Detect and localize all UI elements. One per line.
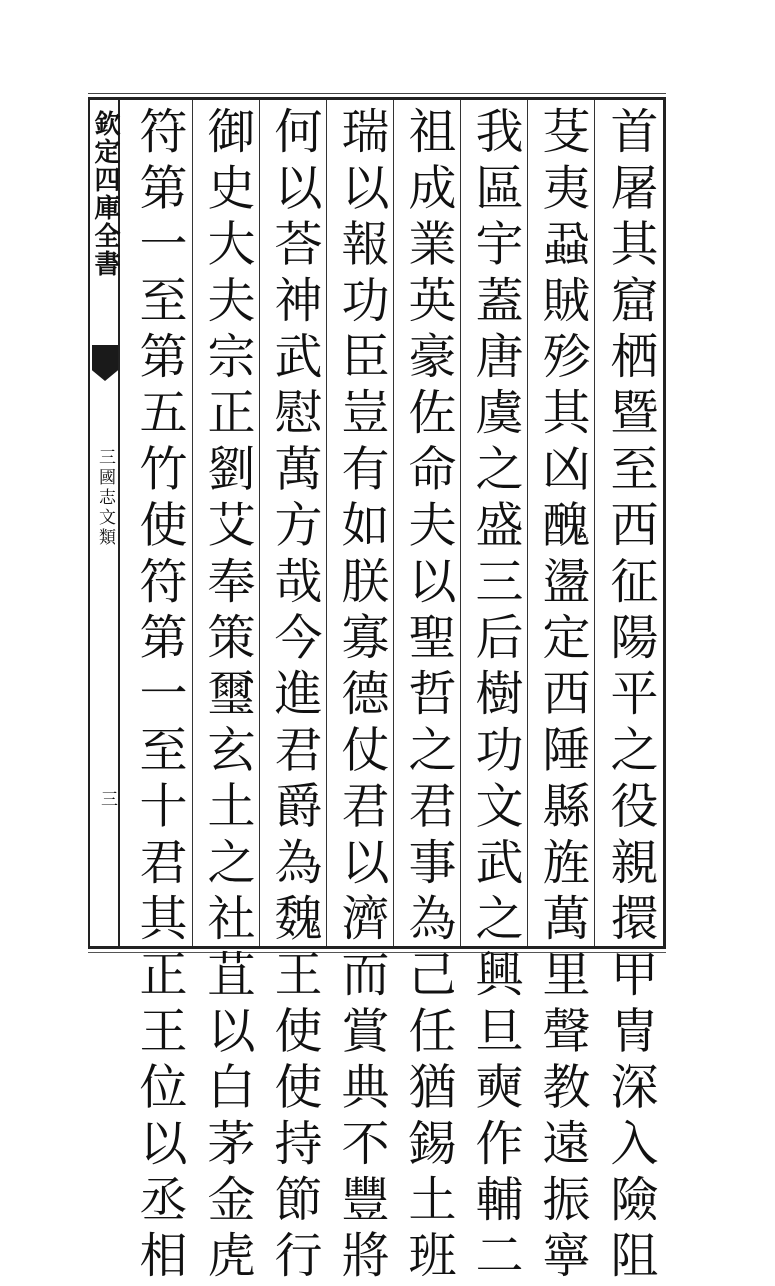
text-column-1 xyxy=(595,106,663,1286)
column-text: 芟夷蝨賊殄其凶醜盪定西陲縣旌萬里聲教遠振寧 xyxy=(534,106,590,1286)
text-column-8 xyxy=(124,106,192,1286)
column-text: 御史大夫宗正劉艾奉策璽玄土之社苴以白茅金虎 xyxy=(199,106,255,1286)
text-column-6 xyxy=(259,106,327,1286)
text-column-7 xyxy=(192,106,260,1286)
text-column-5 xyxy=(326,106,394,1286)
column-text: 首屠其窟栖暨至西征陽平之役親擐甲冑深入險阻 xyxy=(602,106,658,1286)
text-column-2 xyxy=(527,106,595,1286)
margin-source-title: 三國志文類 xyxy=(95,448,115,548)
column-text: 瑞以報功臣豈有如朕寡德仗君以濟而賞典不豐將 xyxy=(333,106,389,1286)
column-text: 我區宇蓋唐虞之盛三后樹功文武之興旦奭作輔二 xyxy=(467,106,523,1286)
column-text: 祖成業英豪佐命夫以聖哲之君事為己任猶錫土班 xyxy=(400,106,456,1286)
frame-top-rule xyxy=(88,93,666,94)
text-column-3 xyxy=(460,106,528,1286)
margin-book-title: 欽定四庫全書 xyxy=(90,110,120,278)
column-text: 符第一至第五竹使符第一至十君其正王位以丞相 xyxy=(131,106,187,1286)
text-column-4 xyxy=(393,106,461,1286)
column-text: 何以荅神武慰萬方哉今進君爵為魏王使使持節行 xyxy=(266,106,322,1286)
margin-page-number: 三 xyxy=(97,790,117,807)
